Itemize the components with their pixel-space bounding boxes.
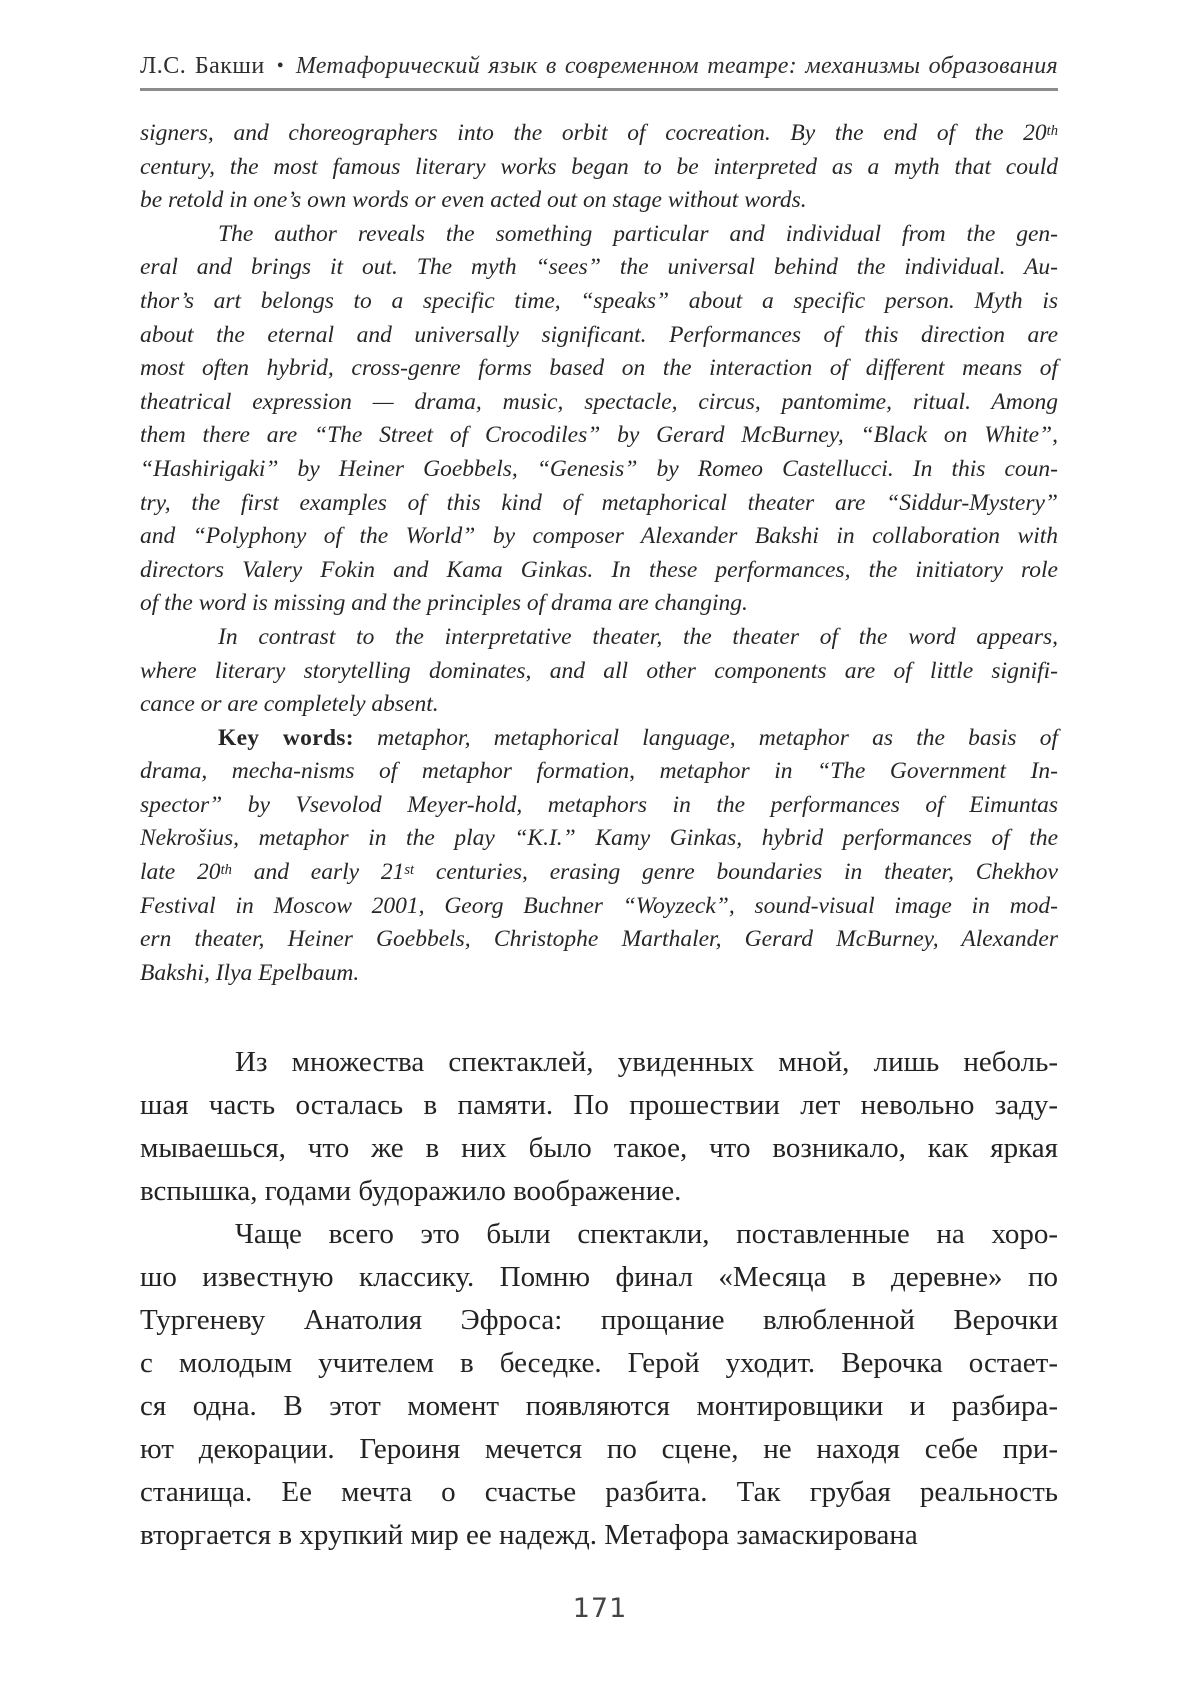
text-line: spector” by Vsevolod Meyer-hold, metaphors in the performances of Eimuntas bbox=[140, 791, 1058, 818]
text-line: cance or are completely absent. bbox=[140, 691, 439, 718]
text-line: be retold in one’s own words or even acted out on stage without words. bbox=[140, 187, 807, 214]
text-line: вспышка, годами будоражило воображение. bbox=[140, 1175, 682, 1207]
text-line: Bakshi, Ilya Epelbaum. bbox=[140, 959, 360, 986]
text-line: about the eternal and universally significant. Performances of this direction are bbox=[140, 321, 1058, 348]
text-line: шо известную классику. Помню финал «Месяца в деревне» по bbox=[140, 1261, 1058, 1293]
text-line: theatrical expression — drama, music, spectacle, circus, pantomime, ritual. Among bbox=[140, 388, 1058, 415]
text-line: станища. Ее мечта о счастье разбита. Так грубая реальность bbox=[140, 1476, 1058, 1508]
text-line: мываешься, что же в них было такое, что возникало, как яркая bbox=[140, 1132, 1058, 1164]
paragraph bbox=[140, 117, 1058, 218]
paragraph bbox=[140, 722, 1058, 991]
text-line: thor’s art belongs to a specific time, “speaks” about a specific person. Myth is bbox=[140, 287, 1058, 314]
text-line: and “Polyphony of the World” by composer Alexander Bakshi in collaboration with bbox=[140, 523, 1058, 550]
text-line: most often hybrid, cross-genre forms based on the interaction of different means of bbox=[140, 355, 1058, 382]
text-line: them there are “The Street of Crocodiles” by Gerard McBurney, “Black on White”, bbox=[140, 422, 1058, 449]
paragraph bbox=[140, 218, 1058, 621]
abstract-section bbox=[140, 117, 1058, 990]
page-number: 171 bbox=[572, 1593, 628, 1624]
text-line: directors Valery Fokin and Kama Ginkas. In these performances, the initiatory role bbox=[140, 556, 1058, 583]
text-line: century, the most famous literary works began to be interpreted as a myth that could bbox=[140, 153, 1058, 180]
header-title: Метафорический язык в современном театре: механизмы образования bbox=[295, 53, 1058, 79]
text-line: late 20th and early 21st centuries, erasing genre boundaries in theater, Chekhov bbox=[140, 859, 1058, 886]
text-line: The author reveals the something particular and individual from the gen- bbox=[218, 220, 1058, 247]
text-line: Festival in Moscow 2001, Georg Buchner “Woyzeck”, sound-visual image in mod- bbox=[140, 892, 1058, 919]
text-line: ern theater, Heiner Goebbels, Christophe Marthaler, Gerard McBurney, Alexander bbox=[140, 926, 1058, 953]
text-line: Чаще всего это были спектакли, поставленные на хоро- bbox=[235, 1218, 1058, 1250]
text-line: с молодым учителем в беседке. Герой уходит. Верочка остает- bbox=[140, 1347, 1058, 1379]
text-line: try, the first examples of this kind of metaphorical theater are “Siddur-Mystery” bbox=[140, 489, 1058, 516]
text-line: ся одна. В этот момент появляются монтировщики и разбира- bbox=[140, 1390, 1058, 1422]
text-line: In contrast to the interpretative theater, the theater of the word appears, bbox=[218, 623, 1058, 650]
text-line: Тургеневу Анатолия Эфроса: прощание влюбленной Верочки bbox=[140, 1304, 1058, 1336]
header-rule bbox=[140, 88, 1058, 91]
text-line: Nekrošius, metaphor in the play “K.I.” Kamy Ginkas, hybrid performances of the bbox=[140, 825, 1058, 852]
text-line: of the word is missing and the principles of drama are changing. bbox=[140, 590, 748, 617]
paragraph bbox=[140, 1213, 1058, 1557]
text-line: Key words: metaphor, metaphorical language, metaphor as the basis of bbox=[218, 724, 1058, 751]
text-line: Из множества спектаклей, увиденных мной, лишь неболь- bbox=[235, 1046, 1058, 1078]
text-line: шая часть осталась в памяти. По прошествии лет невольно заду- bbox=[140, 1089, 1058, 1121]
text-line: where literary storytelling dominates, and all other components are of little signifi- bbox=[140, 657, 1058, 684]
text-line: “Hashirigaki” by Heiner Goebbels, “Genesis” by Romeo Castellucci. In this coun- bbox=[140, 455, 1058, 482]
text-line: drama, mecha-nisms of metaphor formation, metaphor in “The Government In- bbox=[140, 758, 1058, 785]
body-text-section bbox=[140, 1041, 1058, 1557]
paragraph bbox=[140, 621, 1058, 722]
text-line: ют декорации. Героиня мечется по сцене, не находя себе при- bbox=[140, 1433, 1058, 1465]
text-line: вторгается в хрупкий мир ее надежд. Метафора замаскирована bbox=[140, 1519, 918, 1551]
text-line: eral and brings it out. The myth “sees” the universal behind the individual. Au- bbox=[140, 254, 1058, 281]
paragraph bbox=[140, 1041, 1058, 1213]
text-line: signers, and choreographers into the orbit of cocreation. By the end of the 20th bbox=[140, 120, 1058, 146]
header-author: Л.С. Бакши bbox=[140, 53, 265, 79]
header-separator-bullet: • bbox=[276, 55, 284, 77]
running-header bbox=[140, 52, 1058, 80]
